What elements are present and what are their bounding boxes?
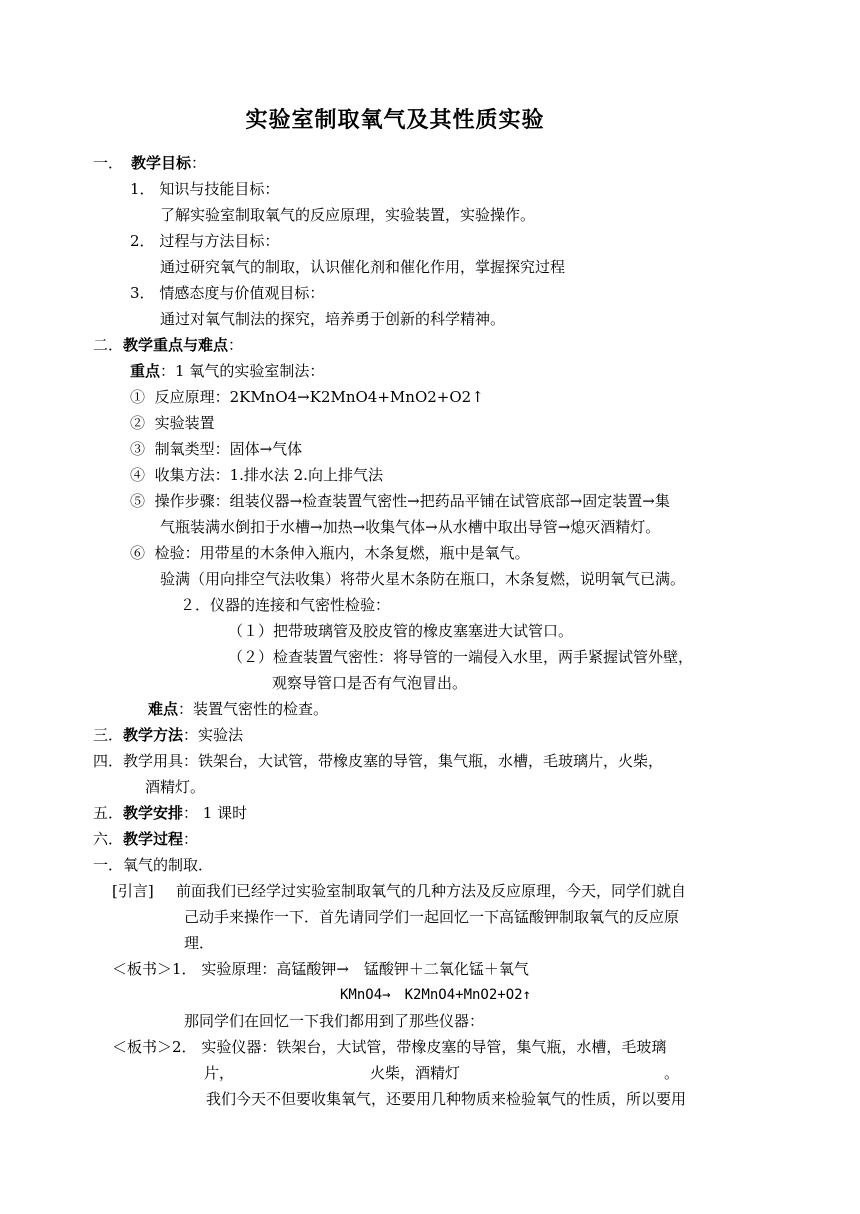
item-number: 1． bbox=[130, 180, 155, 198]
board-number: 2． bbox=[172, 1038, 197, 1056]
difficulty-label: 难点 bbox=[148, 700, 179, 718]
section-title: 教学安排 bbox=[123, 804, 184, 822]
section-4-heading bbox=[93, 748, 663, 774]
section-number: 五． bbox=[93, 804, 124, 822]
board-1-followup: 那同学们在回忆一下我们都用到了那些仪器： bbox=[184, 1012, 485, 1030]
intro-line-3: 理． bbox=[184, 934, 215, 952]
section-4-continued: 酒精灯。 bbox=[145, 778, 206, 796]
point-text: 操作步骤：组装仪器→检查装置气密性→把药品平铺在试管底部→固定装置→集 bbox=[154, 492, 670, 510]
difficulty-text: ：装置气密性的检查。 bbox=[178, 700, 329, 718]
section-number: 一． bbox=[93, 154, 124, 172]
part-1-heading bbox=[93, 852, 213, 878]
board-number: 1． bbox=[172, 960, 197, 978]
section-number: 六． bbox=[93, 830, 124, 848]
board-2-cont-c: 。 bbox=[664, 1064, 680, 1082]
section-number: 三． bbox=[93, 726, 124, 744]
point-1 bbox=[130, 384, 484, 410]
objective-3-label bbox=[130, 280, 324, 306]
item-label: 过程与方法目标： bbox=[159, 232, 280, 250]
circled-number: ⑤ bbox=[130, 492, 146, 510]
section-number: 二． bbox=[93, 336, 124, 354]
colon: ： bbox=[191, 154, 207, 172]
section-title: 教学重点与难点 bbox=[123, 336, 229, 354]
objective-2-text: 通过研究氧气的制取，认识催化剂和催化作用，掌握探究过程 bbox=[160, 258, 566, 276]
subsection-2-heading: ２．仪器的连接和气密性检验： bbox=[180, 596, 391, 614]
section-title: 教学目标 bbox=[131, 154, 192, 172]
item-number: 3． bbox=[130, 284, 155, 302]
sub2-item-2: （２）检查装置气密性：将导管的一端侵入水里，两手紧握试管外壁， bbox=[228, 648, 694, 666]
item-number: 2． bbox=[130, 232, 155, 250]
sub2-item-2-continued: 观察导管口是否有气泡冒出。 bbox=[272, 674, 468, 692]
board-1-line bbox=[112, 956, 529, 982]
objective-2-label bbox=[130, 228, 279, 254]
circled-number: ① bbox=[130, 388, 146, 406]
colon: ： bbox=[228, 336, 244, 354]
key-point-line bbox=[130, 358, 324, 384]
circled-number: ② bbox=[130, 414, 146, 432]
difficulty-line bbox=[148, 696, 328, 722]
section-title: 教学方法 bbox=[123, 726, 184, 744]
point-text: 反应原理：2KMnO4→K2MnO4+MnO2+O2↑ bbox=[154, 388, 484, 406]
section-6-heading bbox=[93, 826, 198, 852]
intro-line-2: 己动手来操作一下．首先请同学们一起回忆一下高锰酸钾制取氧气的反应原 bbox=[184, 908, 680, 926]
point-3 bbox=[130, 436, 302, 462]
objective-1-text: 了解实验室制取氧气的反应原理，实验装置，实验操作。 bbox=[160, 206, 536, 224]
board-tag: ＜板书＞ bbox=[112, 960, 173, 978]
section-text: ： 1 课时 bbox=[183, 804, 248, 822]
board-2-last: 我们今天不但要收集氧气，还要用几种物质来检验氧气的性质，所以要用 bbox=[206, 1090, 687, 1108]
board-2-cont-a: 片， bbox=[204, 1064, 235, 1082]
circled-number: ④ bbox=[130, 466, 146, 484]
board-text: 实验仪器：铁架台，大试管，带橡皮塞的导管，集气瓶，水槽，毛玻璃 bbox=[201, 1038, 667, 1056]
objective-3-text: 通过对氧气制法的探究，培养勇于创新的科学精神。 bbox=[160, 310, 506, 328]
document-title: 实验室制取氧气及其性质实验 bbox=[245, 108, 545, 133]
full-check-text: 验满（用向排空气法收集）将带火星木条防在瓶口，木条复燃，说明氧气已满。 bbox=[160, 570, 686, 588]
section-3-heading bbox=[93, 722, 243, 748]
point-text: 检验：用带星的木条伸入瓶内，木条复燃，瓶中是氧气。 bbox=[154, 544, 530, 562]
point-5-continued: 气瓶装满水倒扣于水槽→加热→收集气体→从水槽中取出导管→熄灭酒精灯。 bbox=[160, 518, 661, 536]
part-title: 氧气的制取． bbox=[123, 856, 214, 874]
part-number: 一． bbox=[93, 856, 124, 874]
section-title: 教学过程 bbox=[123, 830, 184, 848]
point-6 bbox=[130, 540, 530, 566]
point-2 bbox=[130, 410, 215, 436]
objective-1-label bbox=[130, 176, 279, 202]
section-2-heading bbox=[93, 332, 243, 358]
key-text: ：1 氧气的实验室制法： bbox=[160, 362, 325, 380]
item-label: 知识与技能目标： bbox=[159, 180, 280, 198]
point-5 bbox=[130, 488, 670, 514]
point-text: 收集方法：1.排水法 2.向上排气法 bbox=[154, 466, 383, 484]
point-text: 制氧类型：固体→气体 bbox=[154, 440, 303, 458]
circled-number: ③ bbox=[130, 440, 146, 458]
sub2-item-1: （１）把带玻璃管及胶皮管的橡皮塞塞进大试管口。 bbox=[228, 622, 574, 640]
section-5-heading bbox=[93, 800, 247, 826]
section-text: ：实验法 bbox=[183, 726, 244, 744]
circled-number: ⑥ bbox=[130, 544, 146, 562]
board-text: 实验原理：高锰酸钾→ 锰酸钾＋二氧化锰＋氧气 bbox=[201, 960, 529, 978]
point-4 bbox=[130, 462, 383, 488]
intro-line-1: 前面我们已经学过实验室制取氧气的几种方法及反应原理，今天，同学们就自 bbox=[176, 882, 687, 900]
board-2-cont-b: 火柴，酒精灯 bbox=[370, 1064, 461, 1082]
point-text: 实验装置 bbox=[154, 414, 215, 432]
key-label: 重点 bbox=[130, 362, 161, 380]
item-label: 情感态度与价值观目标： bbox=[159, 284, 325, 302]
section-text: ：铁架台，大试管，带橡皮塞的导管，集气瓶，水槽，毛玻璃片，火柴， bbox=[183, 752, 664, 770]
section-number: 四． bbox=[93, 752, 124, 770]
section-title: 教学用具 bbox=[123, 752, 184, 770]
intro-tag: [引言] bbox=[112, 882, 154, 900]
board-tag: ＜板书＞ bbox=[112, 1038, 173, 1056]
reaction-formula: KMnO4→ K2MnO4+MnO2+O2↑ bbox=[340, 987, 532, 1003]
board-2-line bbox=[112, 1034, 666, 1060]
colon: ： bbox=[183, 830, 199, 848]
section-1-heading bbox=[93, 150, 206, 176]
